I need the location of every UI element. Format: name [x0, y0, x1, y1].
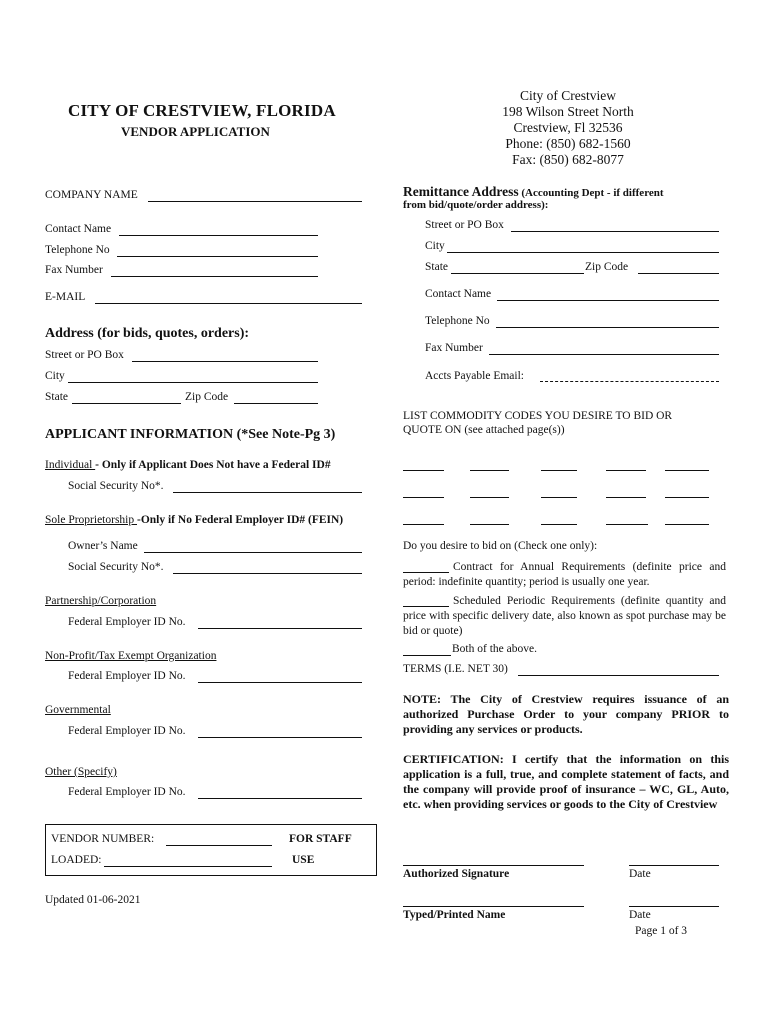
nonprofit-label: Non-Profit/Tax Exempt Organization	[45, 650, 217, 662]
city-street: 198 Wilson Street North	[502, 104, 634, 119]
commodity-text-1: LIST COMMODITY CODES YOU DESIRE TO BID OR	[403, 410, 673, 422]
governmental-label: Governmental	[45, 704, 111, 716]
vendor-number-label: VENDOR NUMBER:	[51, 833, 155, 845]
remit-zip-label: Zip Code	[585, 261, 629, 273]
city-name: City of Crestview	[520, 88, 616, 103]
commodity-code-field[interactable]	[665, 470, 709, 471]
commodity-code-field[interactable]	[403, 470, 444, 471]
telephone-label: Telephone No	[45, 244, 110, 256]
remittance-note: (Accounting Dept - if different	[518, 187, 664, 199]
use-label: USE	[292, 854, 315, 866]
address-heading: Address (for bids, quotes, orders):	[45, 326, 250, 341]
commodity-code-field[interactable]	[470, 524, 509, 525]
page-title: CITY OF CRESTVIEW, FLORIDA	[68, 101, 336, 120]
fein3-field[interactable]	[198, 737, 362, 738]
vendor-number-field[interactable]	[166, 845, 272, 846]
city-field[interactable]	[68, 382, 318, 383]
remittance-title: Remittance Address	[403, 184, 519, 199]
city-phone: Phone: (850) 682-1560	[505, 136, 631, 151]
ssn2-field[interactable]	[173, 573, 362, 574]
fein4-label: Federal Employer ID No.	[68, 786, 186, 798]
ssn-field[interactable]	[173, 492, 362, 493]
owners-name-field[interactable]	[144, 552, 362, 553]
sole-prop-row	[45, 514, 343, 526]
commodity-code-field[interactable]	[541, 497, 577, 498]
updated-date: Updated 01-06-2021	[45, 894, 141, 906]
authorized-signature-label: Authorized Signature	[403, 868, 510, 880]
commodity-code-field[interactable]	[606, 470, 646, 471]
contact-name-label: Contact Name	[45, 223, 112, 235]
city-address-block	[478, 88, 658, 168]
remit-city-label: City	[425, 240, 445, 252]
fax-field[interactable]	[111, 276, 318, 277]
company-name-field[interactable]	[148, 201, 362, 202]
typed-name-field[interactable]	[403, 906, 584, 907]
partnership-label: Partnership/Corporation	[45, 595, 157, 607]
remit-state-field[interactable]	[451, 273, 584, 274]
terms-label: TERMS (I.E. NET 30)	[403, 663, 508, 675]
sole-prop-note: -Only if No Federal Employer ID# (FEIN)	[137, 514, 344, 526]
commodity-text-2: QUOTE ON (see attached page(s))	[403, 424, 565, 436]
street-label: Street or PO Box	[45, 349, 124, 361]
certification-paragraph: CERTIFICATION: I certify that the information on this application is a full, true, and complete statement of facts, and the company will provide proof of insurance – WC, GL, Auto, etc. when providing services or goods to the City of Crestview	[403, 752, 729, 811]
individual-note: - Only if Applicant Does Not have a Federal ID#	[95, 459, 331, 471]
other-label: Other (Specify)	[45, 766, 117, 778]
both-check-field[interactable]	[403, 655, 451, 656]
loaded-label: LOADED:	[51, 854, 102, 866]
state-field[interactable]	[72, 403, 181, 404]
company-name-label: COMPANY NAME	[45, 189, 138, 201]
staff-box	[45, 824, 377, 876]
terms-field[interactable]	[518, 675, 719, 676]
remit-zip-field[interactable]	[638, 273, 719, 274]
email-field[interactable]	[95, 303, 362, 304]
accts-payable-label: Accts Payable Email:	[425, 370, 524, 382]
city-fax: Fax: (850) 682-8077	[512, 152, 624, 167]
individual-label: Individual	[45, 459, 96, 471]
remit-telephone-label: Telephone No	[425, 315, 490, 327]
loaded-field[interactable]	[104, 866, 272, 867]
commodity-code-field[interactable]	[665, 497, 709, 498]
date2-label: Date	[629, 909, 651, 921]
commodity-code-field[interactable]	[541, 524, 577, 525]
fein1-field[interactable]	[198, 628, 362, 629]
individual-row	[45, 459, 331, 471]
commodity-code-field[interactable]	[470, 497, 509, 498]
remit-contact-field[interactable]	[497, 300, 719, 301]
remit-contact-label: Contact Name	[425, 288, 492, 300]
sole-prop-label: Sole Proprietorship	[45, 514, 137, 526]
accts-payable-field[interactable]	[540, 381, 719, 382]
fein2-label: Federal Employer ID No.	[68, 670, 186, 682]
date1-field[interactable]	[629, 865, 719, 866]
state-label: State	[45, 391, 68, 403]
city-state-zip: Crestview, Fl 32536	[513, 120, 623, 135]
bid-question: Do you desire to bid on (Check one only):	[403, 540, 598, 552]
periodic-option: Scheduled Periodic Requirements (definite quantity and price with specific delivery date, also known as spot purchase may be bid or quote)	[403, 595, 726, 637]
owners-name-label: Owner’s Name	[68, 540, 138, 552]
commodity-code-field[interactable]	[665, 524, 709, 525]
remit-city-field[interactable]	[447, 252, 719, 253]
remit-street-label: Street or PO Box	[425, 219, 504, 231]
commodity-code-field[interactable]	[403, 497, 444, 498]
remit-state-label: State	[425, 261, 448, 273]
note-paragraph: NOTE: The City of Crestview requires issuance of an authorized Purchase Order to your company PRIOR to providing any services or products.	[403, 692, 729, 736]
zip-field[interactable]	[234, 403, 318, 404]
remit-fax-field[interactable]	[489, 354, 719, 355]
commodity-code-field[interactable]	[541, 470, 577, 471]
commodity-code-field[interactable]	[606, 497, 646, 498]
fein2-field[interactable]	[198, 682, 362, 683]
email-label: E-MAIL	[45, 291, 86, 303]
page-subtitle: VENDOR APPLICATION	[121, 124, 270, 139]
contact-name-field[interactable]	[119, 235, 318, 236]
both-option: Both of the above.	[452, 643, 537, 655]
typed-name-label: Typed/Printed Name	[403, 909, 506, 921]
for-staff-label: FOR STAFF	[289, 833, 352, 845]
date2-field[interactable]	[629, 906, 719, 907]
ssn-label: Social Security No*.	[68, 480, 164, 492]
page-number: Page 1 of 3	[635, 925, 688, 937]
annual-option: Contract for Annual Requirements (definite price and period: indefinite quantity; period is usually one year.	[403, 561, 726, 588]
fein4-field[interactable]	[198, 798, 362, 799]
authorized-signature-field[interactable]	[403, 865, 584, 866]
remit-telephone-field[interactable]	[496, 327, 719, 328]
commodity-code-field[interactable]	[403, 524, 444, 525]
remit-fax-label: Fax Number	[425, 342, 483, 354]
commodity-code-field[interactable]	[470, 470, 509, 471]
city-label: City	[45, 370, 65, 382]
fein1-label: Federal Employer ID No.	[68, 616, 186, 628]
remit-street-field[interactable]	[511, 231, 719, 232]
telephone-field[interactable]	[117, 256, 318, 257]
remittance-note-2: from bid/quote/order address):	[403, 199, 549, 211]
date1-label: Date	[629, 868, 651, 880]
fein3-label: Federal Employer ID No.	[68, 725, 186, 737]
fax-label: Fax Number	[45, 264, 103, 276]
ssn2-label: Social Security No*.	[68, 561, 164, 573]
commodity-code-field[interactable]	[606, 524, 648, 525]
applicant-heading: APPLICANT INFORMATION (*See Note-Pg 3)	[45, 427, 336, 442]
zip-label: Zip Code	[185, 391, 229, 403]
street-field[interactable]	[132, 361, 318, 362]
